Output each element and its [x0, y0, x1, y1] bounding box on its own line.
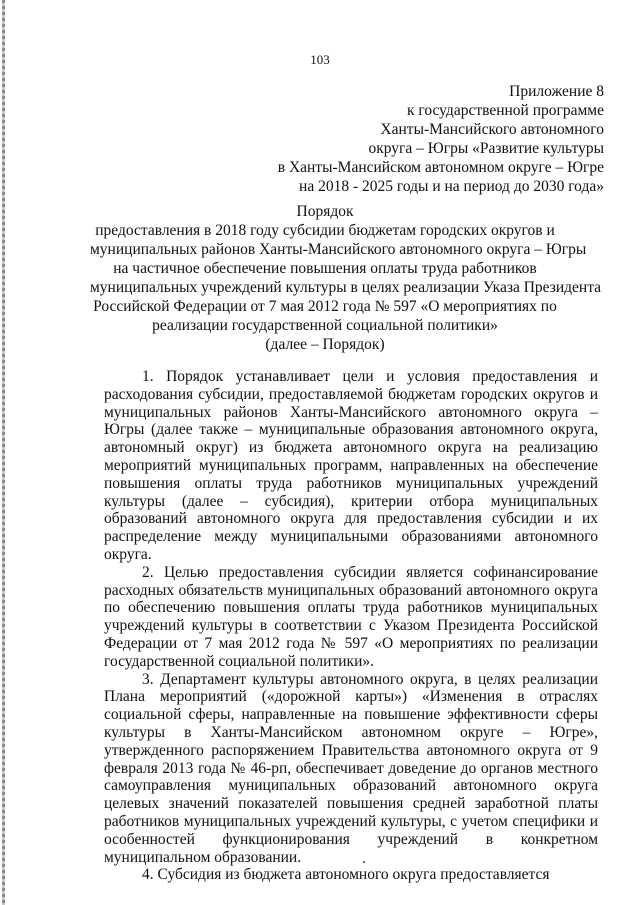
- title-heading: Порядок: [296, 203, 354, 220]
- appendix-line: к государственной программе: [406, 102, 604, 119]
- scan-speck: [363, 861, 365, 863]
- paragraph-4: 4. Субсидия из бюджета автономного округа предоставляется: [142, 866, 550, 884]
- paragraph-3: 3. Департамент культуры автономного округа, в целях реализации Плана мероприятий («дорожной карты») «Изменения в отраслях социальной сферы, направленные на повышение эффективности сферы культуры в Ханты-Мансийском автономном округе – Югре», утвержденного распоряжением Правительства автономного округа от 9 февраля 2013 года № 46-рп, обеспечивает доведение до органов местного самоуправления муниципальных образований автономного округа целевых значений показателей повышения средней заработной платы работников муниципальных учреждений культуры, с учетом специфики и особенностей функционирования учреждений в конкретном муниципальном образовании.: [104, 670, 598, 866]
- title-line: муниципальных районов Ханты-Мансийского автономного округа – Югры: [90, 241, 587, 258]
- appendix-header: [244, 82, 604, 196]
- document-body: [104, 368, 598, 884]
- appendix-line: Ханты-Мансийского автономного: [380, 121, 604, 138]
- paragraph-2: 2. Целью предоставления субсидии является софинансирование расходных обязательств муниципальных образований автономного округа по обеспечению повышения оплаты труда работников муниципальных учреждений культуры в соответствии с Указом Президента Российской Федерации от 7 мая 2012 года № 597 «О мероприятиях по реализации государственной социальной политики».: [104, 563, 598, 670]
- title-line: реализации государственной социальной политики»: [152, 317, 498, 334]
- paragraph-1: 1. Порядок устанавливает цели и условия предоставления и расходования субсидии, предоставляемой бюджетам городских округов и муниципальных районов Ханты-Мансийского автономного округа – Югры (далее также – муниципальные образования автономного округа, автономный округ) из бюджета автономного округа на реализацию мероприятий муниципальных программ, направленных на обеспечение повышения оплаты труда работников муниципальных учреждений культуры (далее – субсидия), критерии отбора муниципальных образований автономного округа для предоставления субсидии и их распределение между муниципальными образованиями автономного округа.: [104, 368, 598, 563]
- scan-binding-edge: [2, 0, 5, 905]
- title-line: муниципальных учреждений культуры в целях реализации Указа Президента: [90, 279, 602, 296]
- document-title: [90, 202, 602, 354]
- page-number: 103: [310, 52, 330, 67]
- appendix-line: в Ханты-Мансийском автономном округе – Югре: [277, 159, 604, 176]
- title-line: предоставления в 2018 году субсидии бюджетам городских округов и: [95, 222, 555, 239]
- title-line: Российской Федерации от 7 мая 2012 года № 597 «О мероприятиях по: [93, 298, 557, 315]
- title-line: (далее – Порядок): [265, 336, 385, 353]
- appendix-line: на 2018 - 2025 годы и на период до 2030 года»: [299, 178, 604, 195]
- title-line: на частичное обеспечение повышения оплаты труда работников: [113, 260, 537, 277]
- appendix-line: округа – Югры «Развитие культуры: [368, 140, 604, 157]
- appendix-line: Приложение 8: [509, 83, 604, 100]
